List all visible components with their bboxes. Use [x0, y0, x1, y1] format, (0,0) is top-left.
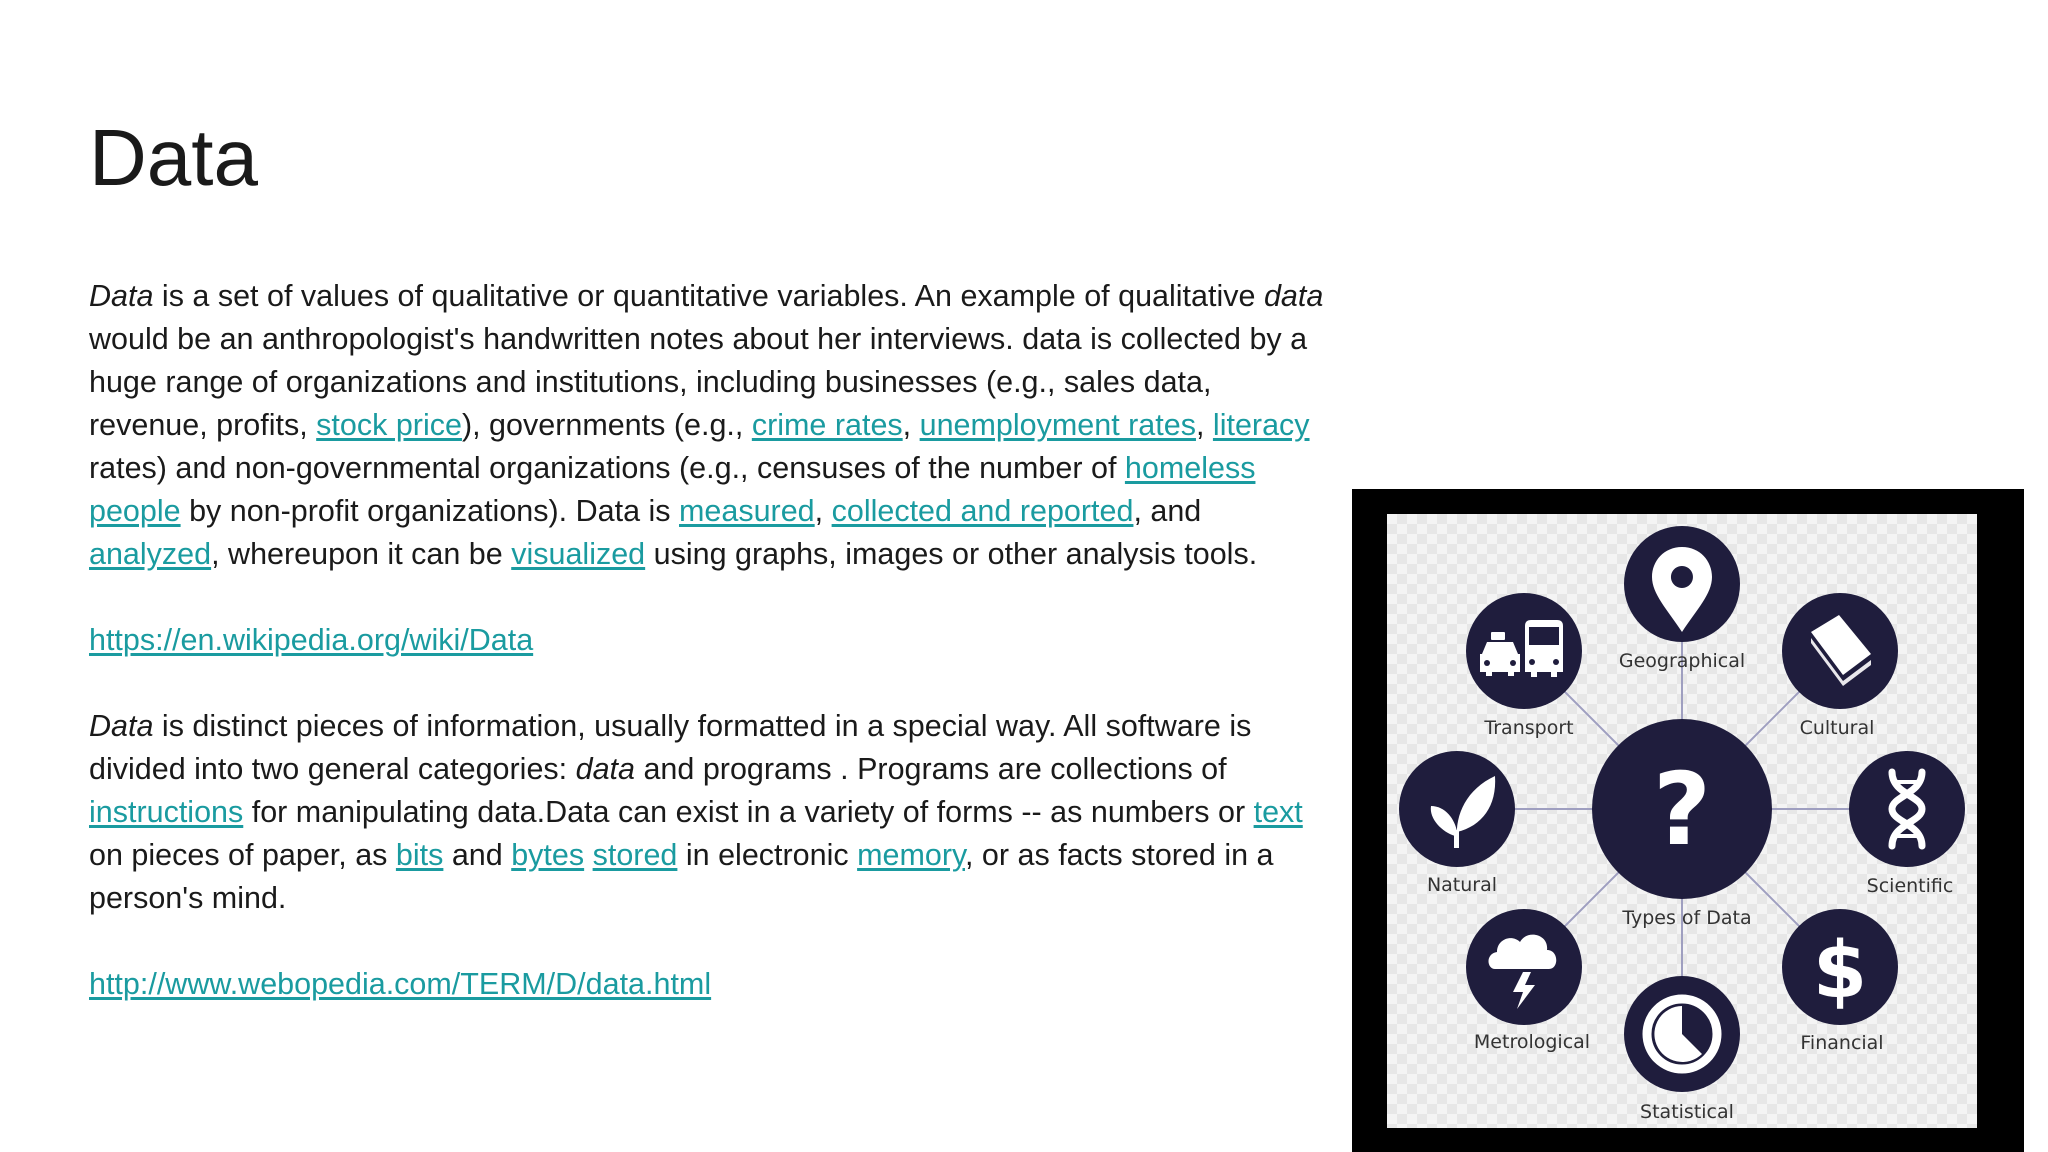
text-run: for manipulating data.Data can exist in a variety of forms -- as numbers or	[243, 795, 1254, 829]
paragraph-data-software	[89, 705, 1329, 920]
node-transport	[1466, 593, 1582, 709]
text-run: by non-profit organizations). Data is	[180, 494, 680, 528]
link-unemployment-rates[interactable]: unemployment rates	[919, 408, 1196, 442]
text-run: using graphs, images or other analysis tools.	[645, 537, 1258, 571]
center-node	[1592, 719, 1772, 899]
italic-term: Data	[89, 279, 154, 313]
text-run	[584, 838, 592, 872]
text-run: on pieces of paper, as	[89, 838, 396, 872]
italic-term: data	[1263, 279, 1324, 313]
node-financial	[1782, 909, 1898, 1025]
text-run: , whereupon it can be	[211, 537, 512, 571]
text-run: rates) and non-governmental organizations (e.g., censuses of the number of	[89, 451, 1125, 485]
link-literacy[interactable]: literacy	[1212, 408, 1310, 442]
types-of-data-diagram	[1387, 514, 1977, 1128]
node-scientific	[1849, 751, 1965, 867]
dollar-icon: $	[1812, 926, 1868, 1016]
link-text[interactable]: text	[1253, 795, 1303, 829]
text-run: ,	[902, 408, 920, 442]
link-analyzed[interactable]: analyzed	[89, 537, 212, 571]
link-visualized[interactable]: visualized	[511, 537, 646, 571]
text-run: is distinct pieces of information, usually formatted in a special way. All software is divided into two general categories:	[89, 709, 1252, 786]
link-bytes[interactable]: bytes	[511, 838, 585, 872]
node-cultural	[1782, 593, 1898, 709]
label-types-of-data: Types of Data	[1622, 907, 1752, 929]
node-statistical	[1624, 976, 1740, 1092]
text-run: ,	[814, 494, 832, 528]
text-run: in electronic	[677, 838, 858, 872]
text-run: ,	[1195, 408, 1213, 442]
label-scientific: Scientific	[1866, 875, 1954, 897]
node-geographical	[1624, 526, 1740, 642]
link-bits[interactable]: bits	[395, 838, 444, 872]
text-run: is a set of values of qualitative or quantitative variables. An example of qualitative	[153, 279, 1264, 313]
node-natural	[1399, 751, 1515, 867]
link-homeless-people[interactable]: homeless people	[89, 451, 1256, 528]
slide-body	[89, 275, 1329, 1006]
label-transport: Transport	[1484, 717, 1574, 739]
link-memory[interactable]: memory	[857, 838, 965, 872]
link-stock-price[interactable]: stock price	[316, 408, 462, 442]
paragraph-data-definition	[89, 275, 1329, 576]
link-instructions[interactable]: instructions	[89, 795, 244, 829]
label-cultural: Cultural	[1799, 717, 1875, 739]
link-crime-rates[interactable]: crime rates	[751, 408, 903, 442]
label-financial: Financial	[1800, 1032, 1884, 1054]
italic-term: data	[575, 752, 635, 786]
label-geographical: Geographical	[1618, 650, 1746, 672]
link-stored[interactable]: stored	[592, 838, 678, 872]
italic-term: Data	[89, 709, 154, 743]
node-metrological	[1466, 909, 1582, 1025]
label-statistical: Statistical	[1640, 1101, 1734, 1123]
link-measured[interactable]: measured	[679, 494, 815, 528]
text-run: ), governments (e.g.,	[461, 408, 752, 442]
text-run: , and	[1133, 494, 1202, 528]
link-wikipedia-data[interactable]: https://en.wikipedia.org/wiki/Data	[89, 623, 534, 657]
link-collected-and-reported[interactable]: collected and reported	[831, 494, 1134, 528]
text-run: would be an anthropologist's handwritten notes about her interviews. data is collected by a huge range of organizations and institutions, including businesses (e.g., sales data, revenue, profits,	[89, 322, 1308, 442]
source-webopedia	[89, 963, 1329, 1006]
source-wikipedia	[89, 619, 1329, 662]
link-webopedia-data[interactable]: http://www.webopedia.com/TERM/D/data.html	[89, 967, 712, 1001]
question-mark-icon: ?	[1652, 751, 1712, 868]
text-run: and programs . Programs are collections of	[634, 752, 1227, 786]
text-run: and	[443, 838, 512, 872]
text-run: , or as facts stored in a person's mind.	[89, 838, 1274, 915]
label-natural: Natural	[1426, 874, 1498, 896]
label-metrological: Metrological	[1473, 1031, 1591, 1053]
slide-title: Data	[89, 113, 258, 202]
